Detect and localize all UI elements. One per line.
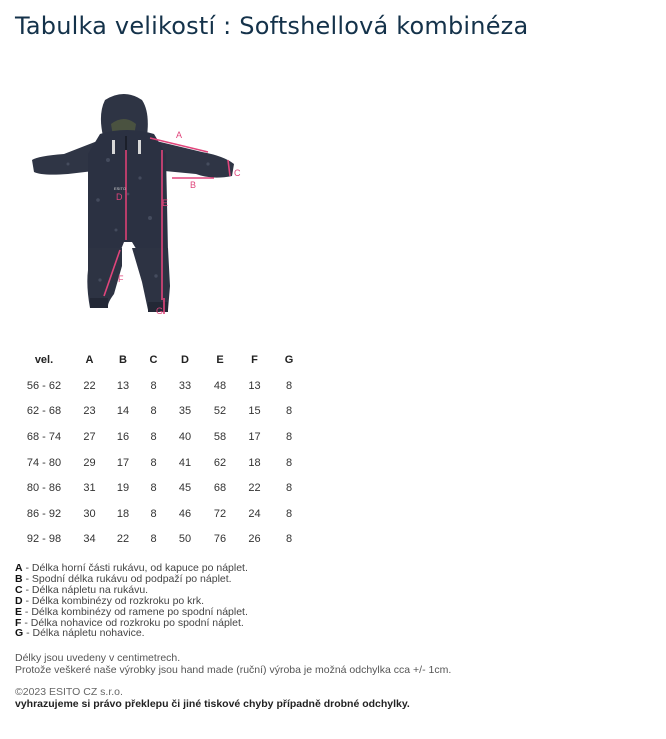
header-b: B <box>119 354 127 366</box>
table-cell: 35 <box>178 405 192 418</box>
notes <box>15 653 451 676</box>
table-cell: 8 <box>150 430 157 443</box>
table-cell: 33 <box>178 379 192 392</box>
table-cell: 17 <box>116 456 130 469</box>
header-a: A <box>85 354 94 366</box>
legend-key: F <box>15 616 22 629</box>
table-cell: 41 <box>178 456 192 469</box>
table-cell: 72 <box>213 507 227 520</box>
label-d: D <box>116 192 123 202</box>
header-size: vel. <box>34 354 54 366</box>
label-a: A <box>176 130 183 140</box>
table-cell: 19 <box>116 482 130 495</box>
table-row <box>16 399 307 425</box>
note-tolerance: Protože veškeré naše výrobky jsou hand made (ruční) výroba je možná odchylka cca +/- 1cm. <box>15 663 452 676</box>
legend-key: D <box>15 594 23 607</box>
legend-key: C <box>15 583 23 596</box>
legend-key: G <box>15 627 24 640</box>
table-cell: 34 <box>83 533 96 546</box>
table-cell: 27 <box>83 430 96 443</box>
jumpsuit-illustration <box>32 94 234 312</box>
table-cell: 17 <box>248 430 261 443</box>
table-cell: 8 <box>285 405 293 418</box>
header-f: F <box>251 354 258 366</box>
table-cell: 92 - 98 <box>26 533 62 546</box>
table-cell: 8 <box>285 456 293 469</box>
brand-logo: ESITO <box>114 186 126 191</box>
table-cell: 80 - 86 <box>26 482 62 495</box>
page-title: Tabulka velikostí : Softshellová kombinéza <box>15 12 529 40</box>
table-cell: 8 <box>285 533 293 546</box>
legend-text: - Délka nápletu nohavice. <box>23 627 145 640</box>
table-cell: 76 <box>213 533 227 546</box>
legend-text: - Délka nohavice od rozkroku po spodní náplet. <box>21 616 244 629</box>
table-cell: 86 - 92 <box>26 507 62 520</box>
table-cell: 50 <box>178 533 192 546</box>
table-cell: 62 - 68 <box>26 405 62 418</box>
table-cell: 68 <box>213 482 227 495</box>
table-cell: 58 <box>213 430 227 443</box>
table-cell: 22 <box>83 379 96 392</box>
table-cell: 56 - 62 <box>26 379 62 392</box>
legend-text: - Délka nápletu na rukávu. <box>22 583 149 596</box>
table-cell: 40 <box>178 430 192 443</box>
table-cell: 8 <box>285 379 293 392</box>
table-cell: 8 <box>285 482 293 495</box>
table-cell: 62 <box>213 456 227 469</box>
table-row <box>16 527 307 553</box>
size-table <box>16 347 307 552</box>
table-cell: 8 <box>150 405 157 418</box>
label-e: E <box>162 198 169 208</box>
table-cell: 8 <box>150 533 157 546</box>
table-cell: 8 <box>150 456 157 469</box>
measurement-legend <box>15 563 248 639</box>
table-cell: 31 <box>83 482 96 495</box>
table-cell: 18 <box>248 456 261 469</box>
legend-item <box>15 628 248 639</box>
table-cell: 68 - 74 <box>26 430 62 443</box>
label-c: C <box>234 168 241 178</box>
table-cell: 16 <box>116 430 130 443</box>
table-cell: 8 <box>150 507 157 520</box>
label-g: G <box>156 306 164 316</box>
header-g: G <box>284 354 294 366</box>
table-cell: 48 <box>213 379 227 392</box>
table-cell: 52 <box>213 405 227 418</box>
product-image <box>28 90 248 330</box>
table-cell: 8 <box>150 482 157 495</box>
table-cell: 13 <box>116 379 130 392</box>
legend-text: - Spodní délka rukávu od podpaží po náplet. <box>22 572 232 585</box>
table-cell: 29 <box>83 456 96 469</box>
legend-key: E <box>15 605 23 618</box>
note-units: Délky jsou uvedeny v centimetrech. <box>15 652 181 664</box>
table-cell: 74 - 80 <box>26 456 62 469</box>
table-row <box>16 501 307 527</box>
table-cell: 22 <box>248 482 261 495</box>
table-cell: 26 <box>248 533 261 546</box>
table-cell: 30 <box>83 507 96 520</box>
table-header-row <box>16 347 307 373</box>
table-cell: 8 <box>285 430 293 443</box>
header-d: D <box>181 354 189 366</box>
table-cell: 8 <box>285 507 293 520</box>
table-cell: 24 <box>248 507 261 520</box>
table-cell: 14 <box>116 405 130 418</box>
table-row <box>16 373 307 399</box>
table-row <box>16 450 307 476</box>
table-row <box>16 424 307 450</box>
label-b: B <box>190 180 197 190</box>
table-cell: 15 <box>248 405 261 418</box>
disclaimer: vyhrazujeme si právo překlepu či jiné tiskové chyby případně drobné odchylky. <box>15 698 410 710</box>
header-e: E <box>216 354 224 366</box>
legend-text: - Délka kombinézy od rozkroku po krk. <box>22 594 205 607</box>
table-row <box>16 475 307 501</box>
legend-key: A <box>15 562 23 574</box>
table-cell: 23 <box>83 405 96 418</box>
table-cell: 13 <box>248 379 261 392</box>
label-f: F <box>118 274 124 284</box>
legend-text: - Délka horní části rukávu, od kapuce po náplet. <box>22 562 248 574</box>
header-c: C <box>149 354 158 366</box>
legend-key: B <box>15 572 23 585</box>
table-cell: 18 <box>116 507 130 520</box>
table-cell: 46 <box>178 507 192 520</box>
table-cell: 22 <box>116 533 130 546</box>
table-cell: 45 <box>178 482 192 495</box>
legend-text: - Délka kombinézy od ramene po spodní náplet. <box>22 605 248 618</box>
table-cell: 8 <box>150 379 157 392</box>
copyright: ©2023 ESITO CZ s.r.o. <box>15 686 123 698</box>
